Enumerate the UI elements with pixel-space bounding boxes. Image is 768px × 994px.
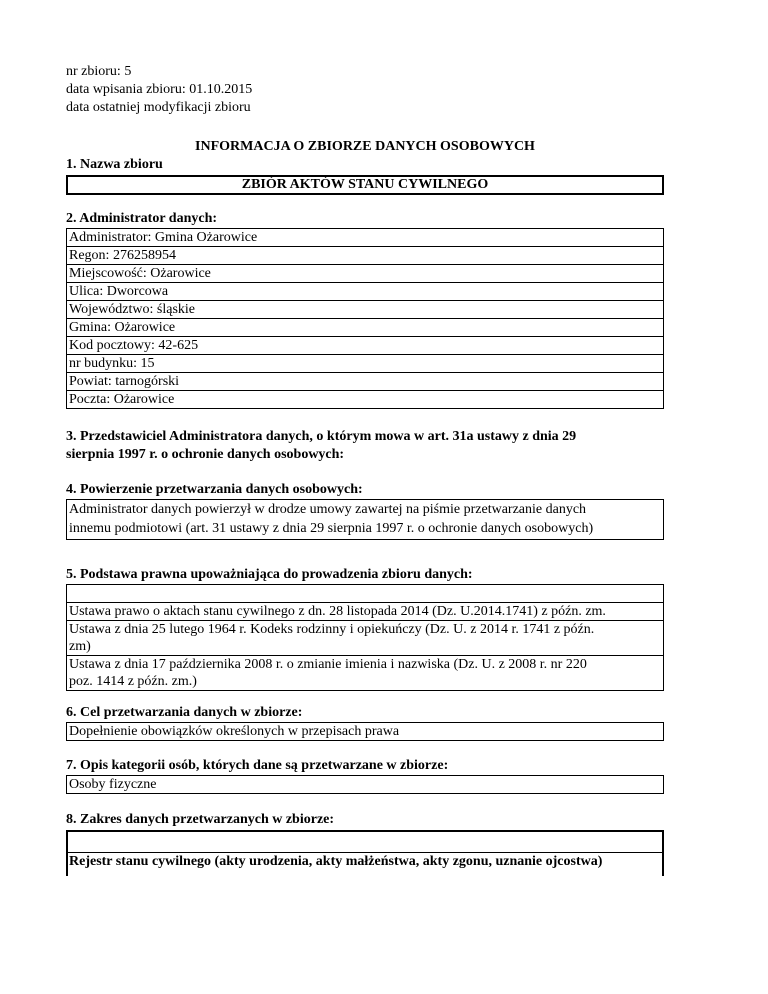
- legal-basis-row: [67, 655, 663, 690]
- legal-basis-row: Ustawa prawo o aktach stanu cywilnego z dn. 28 listopada 2014 (Dz. U.2014.1741) z późn. zm.: [67, 602, 663, 620]
- outsourcing-box: [66, 499, 664, 540]
- administrator-table: [66, 228, 664, 409]
- outsourcing-line-2: innemu podmiotowi (art. 31 ustawy z dnia 29 sierpnia 1997 r. o ochronie danych osobowych): [69, 521, 594, 536]
- scope-value: Rejestr stanu cywilnego (akty urodzenia, akty małżeństwa, akty zgonu, uznanie ojcostwa): [69, 854, 603, 869]
- admin-row: Kod pocztowy: 42-625: [67, 336, 663, 354]
- admin-row: Administrator: Gmina Ożarowice: [69, 230, 258, 245]
- purpose-box: [66, 722, 664, 741]
- legal-basis-line: Ustawa z dnia 25 lutego 1964 r. Kodeks rodzinny i opiekuńczy (Dz. U. z 2014 r. 1741 z późn.: [69, 622, 595, 637]
- legal-basis-row: [67, 620, 663, 655]
- modification-date: data ostatniej modyfikacji zbioru: [66, 100, 251, 115]
- document-title: INFORMACJA O ZBIORZE DANYCH OSOBOWYCH: [195, 139, 535, 154]
- categories-value: Osoby fizyczne: [69, 777, 157, 792]
- section-7-heading: 7. Opis kategorii osób, których dane są przetwarzane w zbiorze:: [66, 758, 449, 773]
- legal-basis-line: Ustawa z dnia 17 października 2008 r. o zmianie imienia i nazwiska (Dz. U. z 2008 r. nr 220: [69, 657, 587, 672]
- admin-row: Gmina: Ożarowice: [67, 318, 663, 336]
- section-5-heading: 5. Podstawa prawna upoważniająca do prowadzenia zbioru danych:: [66, 567, 473, 582]
- admin-row: nr budynku: 15: [67, 354, 663, 372]
- admin-row: Poczta: Ożarowice: [67, 390, 663, 408]
- outsourcing-line-1: Administrator danych powierzył w drodze umowy zawartej na piśmie przetwarzanie danych: [69, 502, 587, 517]
- document-meta: [66, 63, 252, 117]
- legal-basis-table: [66, 584, 664, 691]
- scope-box: [66, 830, 664, 876]
- set-name-value: ZBIÓR AKTÓW STANU CYWILNEGO: [66, 175, 664, 195]
- legal-basis-line: poz. 1414 z późn. zm.): [69, 674, 197, 689]
- outsourcing-text: [67, 500, 663, 539]
- section-3-heading: [66, 428, 576, 464]
- set-number: nr zbioru: 5: [66, 64, 132, 79]
- entry-date: data wpisania zbioru: 01.10.2015: [66, 82, 253, 97]
- legal-basis-line: zm): [69, 639, 91, 654]
- admin-row: Ulica: Dworcowa: [67, 282, 663, 300]
- section-6-heading: 6. Cel przetwarzania danych w zbiorze:: [66, 705, 303, 720]
- section-3-heading-line-2: sierpnia 1997 r. o ochronie danych osobowych:: [66, 447, 345, 462]
- section-2-heading: 2. Administrator danych:: [66, 211, 218, 226]
- admin-row: Regon: 276258954: [67, 246, 663, 264]
- categories-box: [66, 775, 664, 794]
- section-1-heading: 1. Nazwa zbioru: [66, 157, 163, 172]
- admin-row: Miejscowość: Ożarowice: [67, 264, 663, 282]
- admin-row: Powiat: tarnogórski: [67, 372, 663, 390]
- legal-basis-spacer: [67, 585, 663, 602]
- section-3-heading-line-1: 3. Przedstawiciel Administratora danych, o którym mowa w art. 31a ustawy z dnia 29: [66, 429, 577, 444]
- purpose-value: Dopełnienie obowiązków określonych w przepisach prawa: [69, 724, 400, 739]
- section-8-heading: 8. Zakres danych przetwarzanych w zbiorze:: [66, 812, 335, 827]
- admin-row: Województwo: śląskie: [67, 300, 663, 318]
- section-4-heading: 4. Powierzenie przetwarzania danych osobowych:: [66, 482, 363, 497]
